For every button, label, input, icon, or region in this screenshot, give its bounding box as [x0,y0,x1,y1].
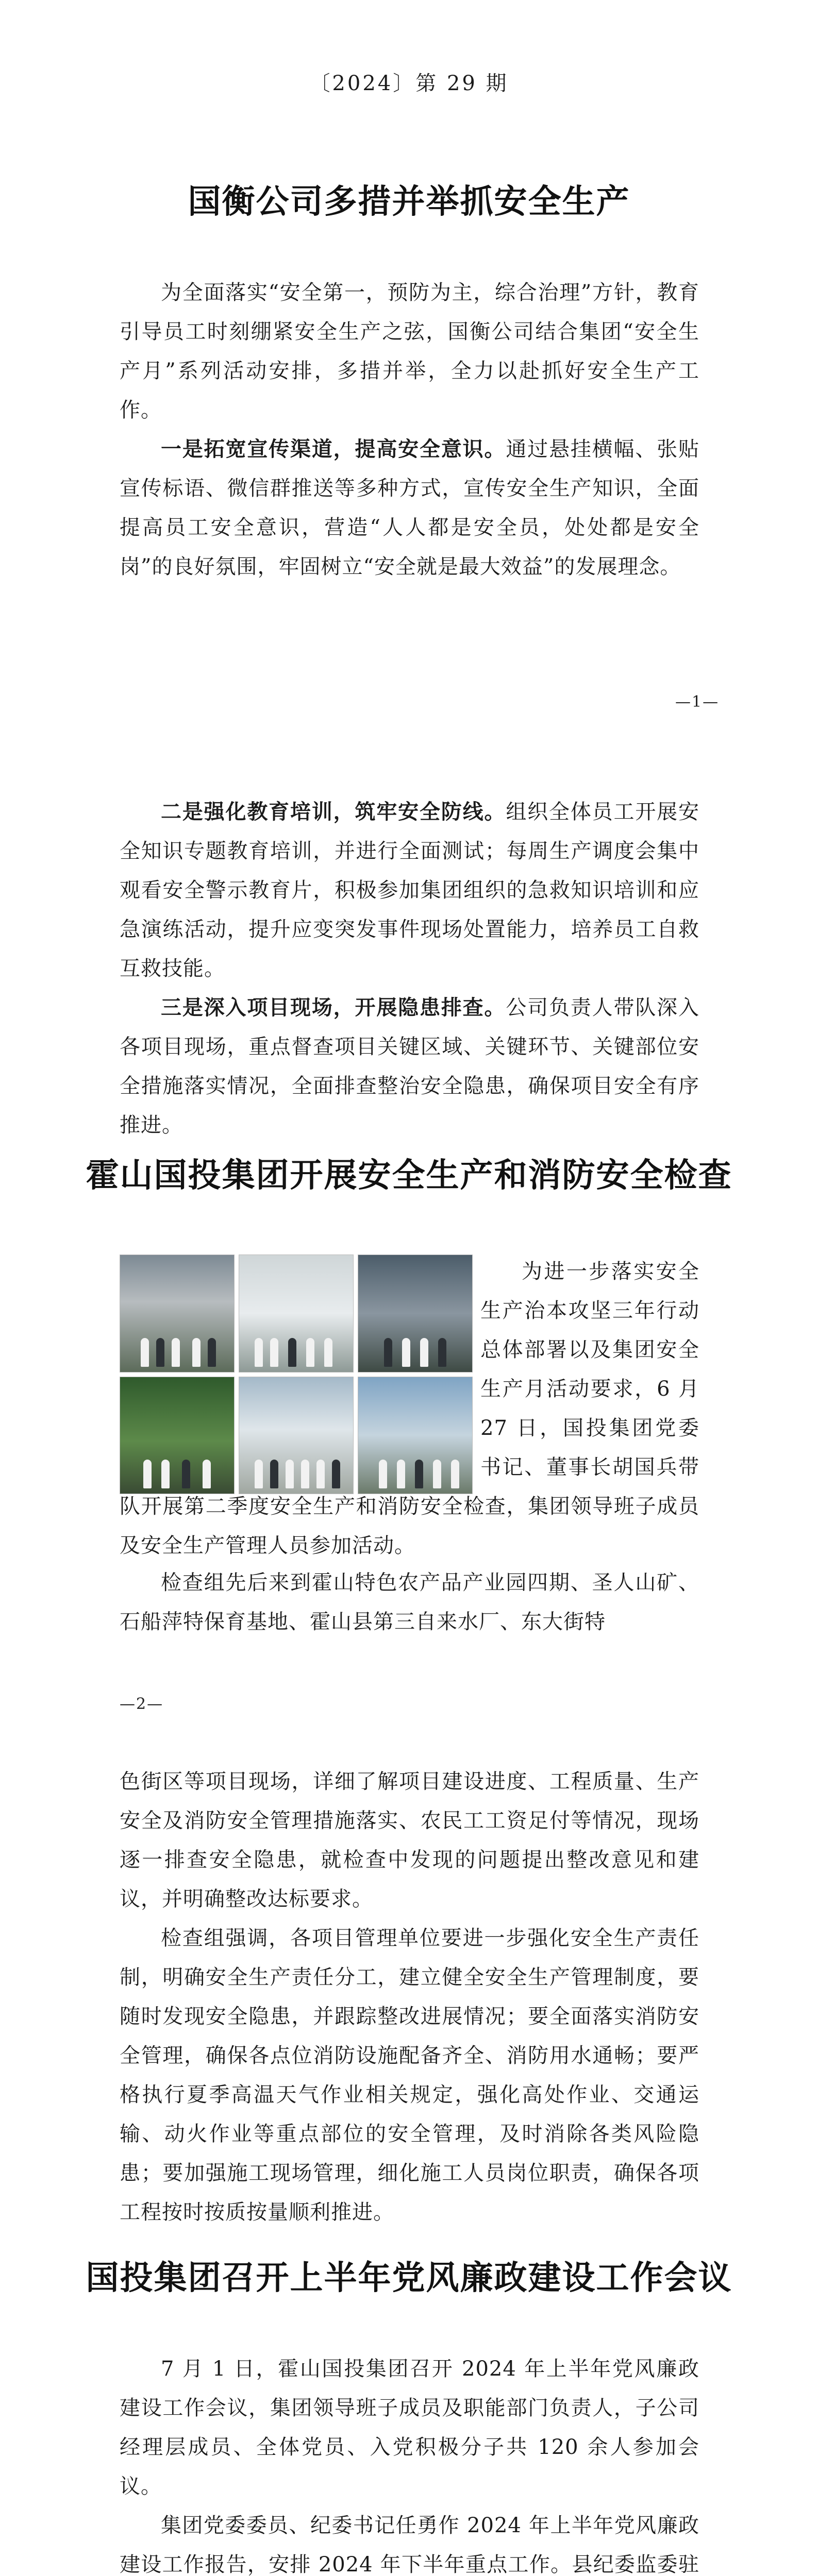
article-3-paragraph-1: 7 月 1 日，霍山国投集团召开 2024 年上半年党风廉政建设工作会议，集团领导班子成员及职能部门负责人，子公司经理层成员、全体党员、入党积极分子共 120 余人参加会议。 [120,2357,699,2498]
article-1-paragraph-3 [120,792,699,988]
article-1-lead-3: 三是深入项目现场，开展隐患排查。 [161,995,506,1020]
article-2-paragraph-3: 检查组强调，各项目管理单位要进一步强化安全生产责任制，明确安全生产责任分工，建立健全安全生产管理制度，要随时发现安全隐患，并跟踪整改进展情况；要全面落实消防安全管理，确保各点位消防设施配备齐全、消防用水通畅；要严格执行夏季高温天气作业相关规定，强化高处作业、交通运输、动火作业等重点部位的安全管理，及时消除各类风险隐患；要加强施工现场管理，细化施工人员岗位职责，确保各项工程按时按质按量顺利推进。 [120,1926,699,2224]
article-2-paragraph-2b: 色街区等项目现场，详细了解项目建设进度、工程质量、生产安全及消防安全管理措施落实、农民工工资足付等情况，现场逐一排查安全隐患，就检查中发现的问题提出整改意见和建议，并明确整改达标要求。 [120,1770,699,1911]
article-1-body-2: 组织全体员工开展安全知识专题教育培训，并进行全面测试；每周生产调度会集中观看安全警示教育片，积极参加集团组织的急救知识培训和应急演练活动，提升应变突发事件现场处置能力，培养员工自救互救技能。 [120,800,700,980]
article-2-paragraph-1 [120,1252,699,1565]
article-1-body-3: 公司负责人带队深入各项目现场，重点督查项目关键区域、关键环节、关键部位安全措施落实情况，全面排查整治安全隐患，确保项目安全有序推进。 [120,996,700,1137]
article-1-paragraph-1: 为全面落实“安全第一，预防为主，综合治理”方针，教育引导员工时刻绷紧安全生产之弦，国衡公司结合集团“安全生产月”系列活动安排，多措并举，全力以赴抓好安全生产工作。 [120,281,699,422]
article-3-paragraph-2: 集团党委委员、纪委书记任勇作 2024 年上半年党风廉政建设工作报告，安排 2024 年下半年重点工作。县纪委监委驻 [120,2514,699,2576]
article-1-paragraph-4 [120,988,699,1145]
article-1-body-1: 通过悬挂横幅、张贴宣传标语、微信群推送等多种方式，宣传安全生产知识，全面提高员工安全意识，营造“人人都是安全员，处处都是安全岗”的良好氛围，牢固树立“安全就是最大效益”的发展理念。 [120,437,700,579]
photo-float-spacer [120,1252,480,1485]
article-2-title: 霍山国投集团开展安全生产和消防安全检查 [86,1157,732,1195]
page-number-2: —2— [120,1695,164,1713]
article-1-lead-1: 一是拓宽宣传渠道，提高安全意识。 [161,437,506,461]
article-2-paragraph-1-text: 为进一步落实安全生产治本攻坚三年行动总体部署以及集团安全生产月活动要求，6 月 27 日，国投集团党委书记、董事长胡国兵带队开展第二季度安全生产和消防安全检查，集团领导班子成员及安全生产管理人员参加活动。 [120,1260,699,1557]
page-number-1: —1— [675,693,720,711]
article-2-paragraph-2a: 检查组先后来到霍山特色农产品产业园四期、圣人山矿、石船萍特保育基地、霍山县第三自来水厂、东大街特 [120,1571,699,1634]
article-1-lead-2: 二是强化教育培训，筑牢安全防线。 [161,800,506,824]
article-1-title: 国衡公司多措并举抓安全生产 [188,183,630,221]
issue-number: 〔2024〕第 29 期 [309,72,509,95]
article-1-paragraph-2 [120,430,699,586]
article-3-title: 国投集团召开上半年党风廉政建设工作会议 [86,2259,732,2297]
